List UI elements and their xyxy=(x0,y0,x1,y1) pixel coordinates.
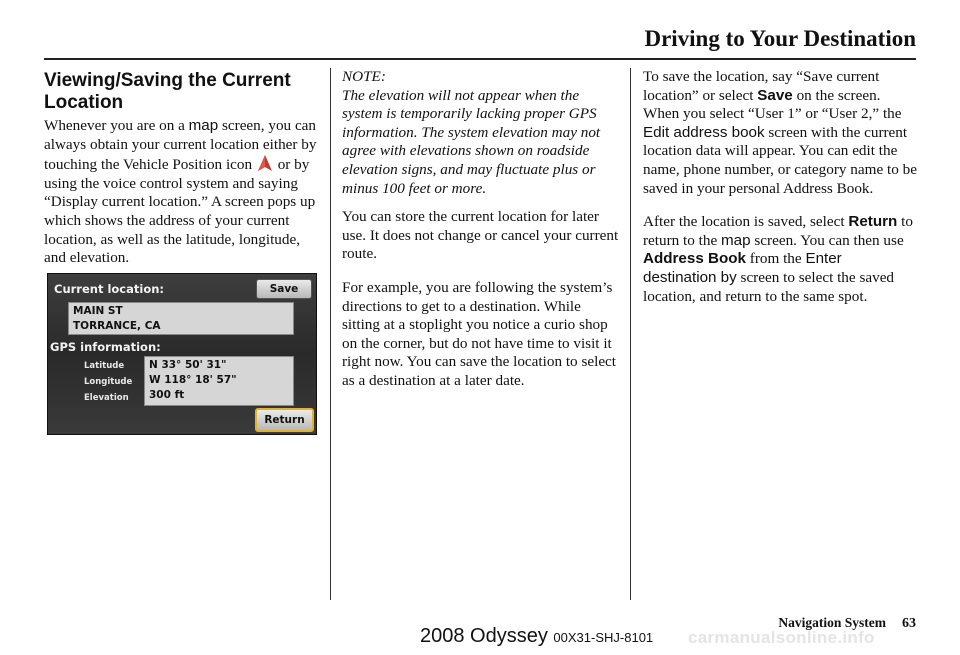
text-run: or by using the voice control system and saying “Display current location.” A screen pops up which shows the address of your current location, as well as the latitude, longitude, and elevation. xyxy=(44,156,316,267)
return-term: Return xyxy=(848,213,898,231)
address-box xyxy=(68,302,294,335)
header-rule xyxy=(44,58,916,60)
enter-destination-by-term: Enter destination by xyxy=(643,250,842,286)
column-1 xyxy=(44,68,318,283)
text-run: screen, you can always obtain your current location either by touching the Vehicle Position icon xyxy=(44,117,317,174)
return-paragraph xyxy=(643,213,919,306)
address-book-term: Address Book xyxy=(643,250,746,268)
edit-address-book-term: Edit address book xyxy=(643,123,765,141)
text-run: screen to select the saved location, and return to the same spot. xyxy=(643,268,895,305)
nav-system-label: Navigation System xyxy=(778,615,886,630)
page-number: 63 xyxy=(902,616,916,631)
map-term: map xyxy=(721,231,751,249)
vehicle-position-icon xyxy=(256,154,274,172)
text-run: Whenever you are on a xyxy=(44,117,189,134)
store-location-paragraph: You can store the current location for later use. It does not change or cancel your current route. xyxy=(342,208,619,263)
latitude-label: Latitude xyxy=(84,361,125,371)
save-paragraph xyxy=(643,68,919,198)
section-heading: Viewing/Saving the Current Location xyxy=(44,70,291,113)
longitude-value: W 118° 18' 57" xyxy=(149,374,237,386)
page-header-title: Driving to Your Destination xyxy=(644,26,916,51)
gps-information-label: GPS information: xyxy=(50,340,161,354)
watermark: carmanualsonline.info xyxy=(688,628,875,647)
example-paragraph: For example, you are following the system’s directions to get to a destination. While sitting at a stoplight you notice a curio shop on the corner, but do not have time to visit it right now. You can save the location to select as a destination at a later date. xyxy=(342,278,617,389)
doc-code: 00X31-SHJ-8101 xyxy=(553,630,654,645)
text-run: on the screen. When you select “User 1” or “User 2,” the xyxy=(643,86,902,123)
text-run: To save the location, say “Save current location” or select xyxy=(643,68,880,104)
gps-values-box xyxy=(144,356,294,406)
text-run: screen. You can then use xyxy=(750,231,904,249)
intro-paragraph xyxy=(44,117,318,268)
return-button[interactable]: Return xyxy=(255,408,314,432)
text-run: from the xyxy=(745,250,806,268)
elevation-value: 300 ft xyxy=(149,389,185,401)
model-name: 2008 Odyssey xyxy=(420,625,548,647)
text-run: to return to the xyxy=(643,213,913,249)
save-button[interactable]: Save xyxy=(256,279,312,299)
latitude-value: N 33° 50' 31" xyxy=(149,359,227,371)
save-term: Save xyxy=(757,86,793,104)
address-line-2: TORRANCE, CA xyxy=(73,320,161,332)
current-location-screen xyxy=(47,273,317,435)
model-line xyxy=(420,625,653,648)
column-2 xyxy=(342,68,622,406)
column-divider-1 xyxy=(330,68,331,600)
longitude-label: Longitude xyxy=(84,377,133,387)
note-label: NOTE: xyxy=(342,68,386,85)
text-run: After the location is saved, select xyxy=(643,213,849,231)
address-line-1: MAIN ST xyxy=(73,305,123,317)
column-3 xyxy=(643,68,919,321)
current-location-label: Current location: xyxy=(54,282,165,296)
map-term: map xyxy=(188,117,219,134)
text-run: screen with the current location data will appear. You can edit the name, phone number, or category name to be saved in your personal Address Book. xyxy=(643,123,917,197)
elevation-label: Elevation xyxy=(84,393,129,403)
note-block xyxy=(342,68,622,198)
column-divider-2 xyxy=(630,68,631,600)
note-text: The elevation will not appear when the system is temporarily lacking proper GPS information. The system elevation may not agree with elevations shown on roadside elevation signs, and may fluctuate plus or minus 100 feet or more. xyxy=(342,86,601,197)
